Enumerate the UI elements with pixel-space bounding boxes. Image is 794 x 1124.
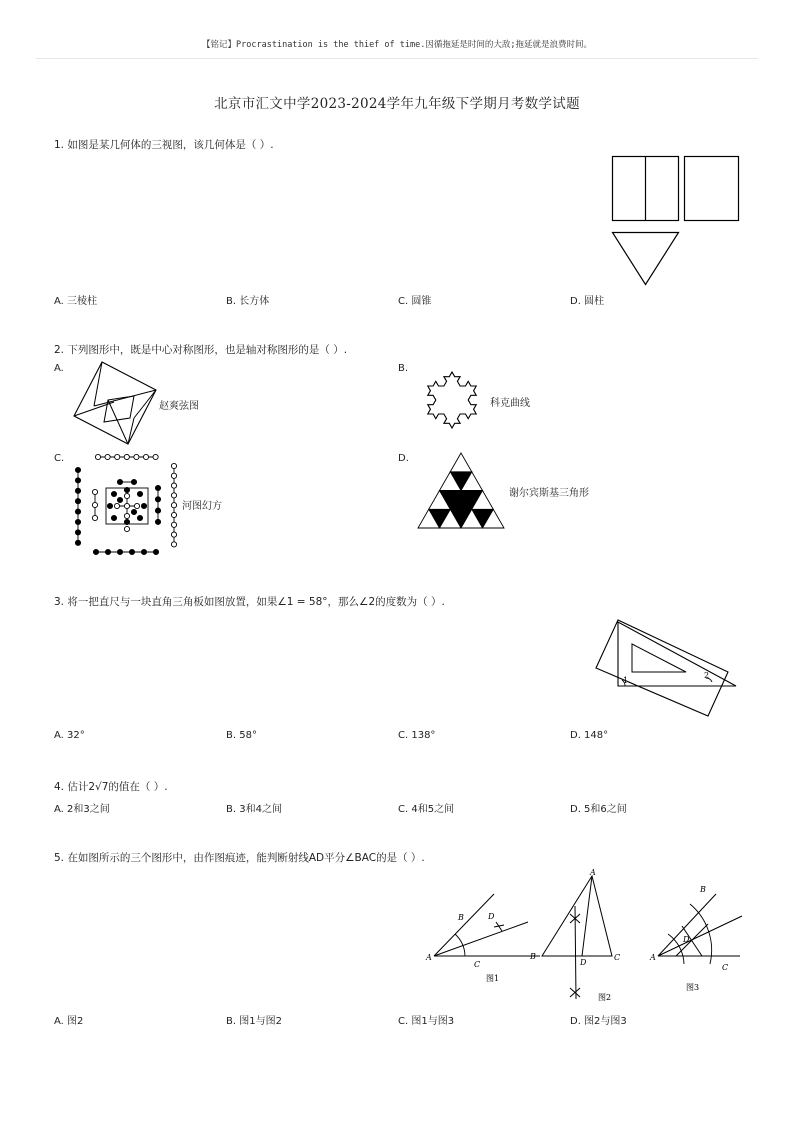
q5-option-c[interactable]: C. 图1与图3 <box>398 1016 455 1027</box>
svg-text:B: B <box>530 952 536 961</box>
svg-text:A: A <box>590 868 596 877</box>
header-motto: 【铭记】Procrastination is the thief of time.因循拖延是时间的大敌;拖延就是浪费时间。 <box>202 40 592 50</box>
svg-text:D: D <box>683 935 690 944</box>
hollow-dot <box>92 489 97 494</box>
filled-dot <box>155 497 160 502</box>
q1-option-a[interactable]: A. 三棱柱 <box>54 296 98 307</box>
filled-dot <box>75 509 80 514</box>
hollow-dot <box>124 513 129 518</box>
figure-3-caption: 图3 <box>686 983 700 992</box>
filled-dot <box>124 487 129 492</box>
figure-1-caption: 图1 <box>486 974 500 983</box>
filled-dot <box>155 485 160 490</box>
q1-option-c[interactable]: C. 圆锥 <box>398 296 432 307</box>
filled-dot <box>75 478 80 483</box>
figure-3 <box>649 885 742 992</box>
hollow-dot <box>171 463 176 468</box>
filled-dot <box>155 519 160 524</box>
hollow-dot <box>134 503 139 508</box>
hollow-dot <box>105 454 110 459</box>
three-view-figure <box>608 152 744 288</box>
sierpinski-caption: 谢尔宾斯基三角形 <box>509 488 589 499</box>
q1-option-d[interactable]: D. 圆柱 <box>570 296 605 307</box>
zhao-shuang-caption: 赵爽弦图 <box>159 401 199 412</box>
question-5-stem: 5. 在如图所示的三个图形中，由作图痕迹，能判断射线AD平分∠BAC的是（ ）. <box>54 852 425 864</box>
q2-option-d[interactable]: D. <box>398 453 409 464</box>
q5-option-b[interactable]: B. 图1与图2 <box>226 1016 282 1027</box>
q2-option-a[interactable]: A. <box>54 363 64 374</box>
question-1-stem: 1. 如图是某几何体的三视图，该几何体是（ ）. <box>54 139 274 151</box>
filled-dot <box>75 540 80 545</box>
angle-2-label: 2 <box>704 671 710 680</box>
q4-option-a[interactable]: A. 2和3之间 <box>54 804 110 815</box>
q3-option-c[interactable]: C. 138° <box>398 730 436 741</box>
figure-2-caption: 图2 <box>598 993 612 1002</box>
filled-dot <box>107 503 112 508</box>
hollow-dot <box>171 503 176 508</box>
hollow-dot <box>124 526 129 531</box>
angle-1-label: 1 <box>623 676 629 685</box>
svg-text:D: D <box>488 912 495 921</box>
hollow-dot <box>171 512 176 517</box>
svg-text:B: B <box>700 885 706 894</box>
svg-text:A: A <box>426 953 432 962</box>
q2-option-b[interactable]: B. <box>398 363 409 374</box>
hollow-dot <box>92 502 97 507</box>
hollow-dot <box>114 503 119 508</box>
q3-option-b[interactable]: B. 58° <box>226 730 257 741</box>
q3-option-d[interactable]: D. 148° <box>570 730 609 741</box>
question-4-stem: 4. 估计2√7的值在（ ）. <box>54 781 168 793</box>
hollow-dot <box>134 454 139 459</box>
hollow-dot <box>124 503 129 508</box>
hollow-dot <box>124 454 129 459</box>
koch-caption: 科克曲线 <box>490 398 530 409</box>
filled-dot <box>141 549 146 554</box>
filled-dot <box>117 497 122 502</box>
hollow-dot <box>171 473 176 478</box>
hollow-dot <box>115 454 120 459</box>
hollow-dot <box>153 454 158 459</box>
filled-dot <box>141 503 146 508</box>
q5-option-d[interactable]: D. 图2与图3 <box>570 1016 627 1027</box>
filled-dot <box>75 488 80 493</box>
filled-dot <box>75 530 80 535</box>
he-tu-caption: 河图幻方 <box>182 501 222 512</box>
q4-option-b[interactable]: B. 3和4之间 <box>226 804 282 815</box>
figure-1 <box>425 894 540 983</box>
angle-bisector-figures <box>420 864 750 1006</box>
hollow-dot <box>171 542 176 547</box>
header-divider <box>36 58 758 59</box>
svg-text:C: C <box>722 963 729 972</box>
filled-dot <box>75 467 80 472</box>
figure-2 <box>529 868 620 1002</box>
filled-dot <box>137 515 142 520</box>
filled-dot <box>137 491 142 496</box>
svg-text:A: A <box>650 953 656 962</box>
filled-dot <box>75 499 80 504</box>
filled-dot <box>129 549 134 554</box>
filled-dot <box>111 515 116 520</box>
filled-dot <box>111 491 116 496</box>
filled-dot <box>105 549 110 554</box>
he-tu-diagram <box>70 448 182 560</box>
q4-option-d[interactable]: D. 5和6之间 <box>570 804 627 815</box>
hollow-dot <box>171 532 176 537</box>
filled-dot <box>131 509 136 514</box>
svg-text:C: C <box>614 953 621 962</box>
hollow-dot <box>171 483 176 488</box>
filled-dot <box>93 549 98 554</box>
zhao-shuang-diagram <box>68 360 160 448</box>
hollow-dot <box>95 454 100 459</box>
svg-text:D: D <box>580 958 587 967</box>
ruler-triangle-figure <box>594 616 742 722</box>
filled-dot <box>117 549 122 554</box>
hollow-dot <box>171 522 176 527</box>
koch-snowflake <box>414 358 490 440</box>
question-3-stem: 3. 将一把直尺与一块直角三角板如图放置，如果∠1 = 58°，那么∠2的度数为（ ）. <box>54 596 445 608</box>
hollow-dot <box>124 493 129 498</box>
q3-option-a[interactable]: A. 32° <box>54 730 85 741</box>
hollow-dot <box>92 515 97 520</box>
question-2-stem: 2. 下列图形中，既是中心对称图形，也是轴对称图形的是（ ）. <box>54 344 348 356</box>
q4-option-c[interactable]: C. 4和5之间 <box>398 804 455 815</box>
hollow-dot <box>143 454 148 459</box>
q2-option-c[interactable]: C. <box>54 453 65 464</box>
filled-dot <box>75 519 80 524</box>
svg-text:C: C <box>474 960 481 969</box>
q1-option-b[interactable]: B. 长方体 <box>226 296 270 307</box>
filled-dot <box>155 508 160 513</box>
svg-text:B: B <box>458 913 464 922</box>
filled-dot <box>153 549 158 554</box>
hollow-dot <box>171 493 176 498</box>
filled-dot <box>124 519 129 524</box>
q5-option-a[interactable]: A. 图2 <box>54 1016 84 1027</box>
sierpinski-triangle <box>416 450 508 532</box>
page-title: 北京市汇文中学2023-2024学年九年级下学期月考数学试题 <box>214 96 580 112</box>
